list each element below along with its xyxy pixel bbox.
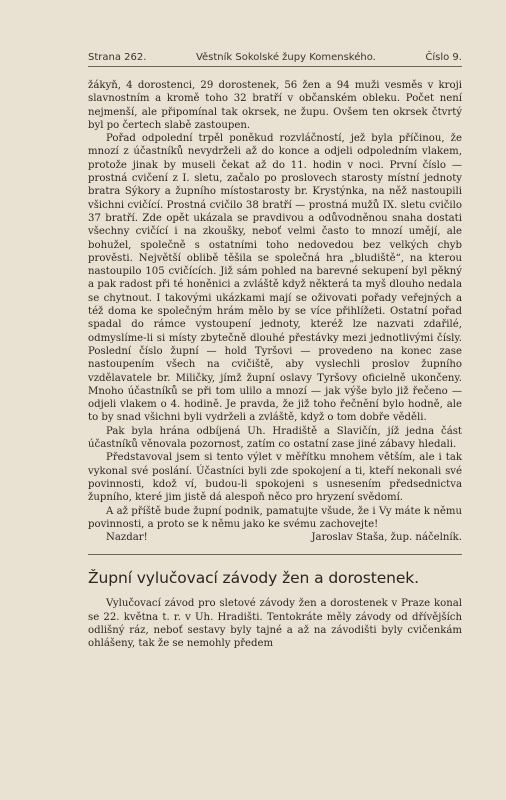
- paragraph: Pak byla hrána odbíjená Uh. Hradiště a Slavičín, jíž jedna část účastníků věnovala pozornost, zatím co ostatní zase jiné zábavy hledali.: [88, 425, 462, 451]
- article-heading: Župní vylučovací závody žen a dorostenek.: [88, 569, 420, 588]
- greeting: Nazdar!: [106, 532, 148, 544]
- journal-title: Věstník Sokolské župy Komenského.: [195, 52, 376, 63]
- section-divider: [88, 554, 462, 555]
- paragraph: Vylučovací závod pro sletové závody žen a dorostenek v Praze konal se 22. května t. r. v Uh. Hradišti. Tentokráte měly závody od dřívějších odlišný ráz, neboť sestavy byly tajné a až na závodišti byly cvičenkám ohlášeny, tak že se nemohly předem: [88, 598, 462, 650]
- author: Jaroslav Staša, žup. náčelník.: [311, 532, 462, 544]
- issue-number: Číslo 9.: [425, 52, 462, 63]
- article2-body: [88, 597, 462, 650]
- paragraph: A až příště bude župní podnik, pamatujte všude, že i Vy máte k němu povinnosti, a proto se k němu jako ke svému zachovejte!: [88, 505, 462, 530]
- page-number: Strana 262.: [88, 52, 147, 63]
- paragraph: Pořad odpolední trpěl poněkud rozvláčností, jež byla příčinou, že mnozí z účastníků nevydrželi až do konce a odjeli odpoledním vlakem, protože jinak by museli čekat až do 11. hodin v noci. První číslo — prostná cvičení z I. sletu, začalo po proslovech starosty místní jednoty bratra Sýkory a župního místostarosty br. Krystýnka, na něž nastoupili všichni cvičící. Prostná cvičilo 38 bratří — prostná mužů IX. sletu cvičilo 37 bratří. Zde opět ukázala se pravdivou a odůvodněnou snaha dostati všechny cvičící i na zkoušky, neboť velmi často to mnozí umějí, ale bohužel, společně s ostatními toho nedovedou bez velkých chyb prověsti. Největší oblibě těšila se společná hra „bludiště“, na kterou nastoupilo 105 cvičících. Již sám pohled na barevné sekupení byl pěkný a pak radost při té honěnici a zvláště když některá ta myš dlouho nedala se chytnout. I takovými ukázkami mají se oživovati pořady veřejných a též doma ke společným hrám mělo by se více přihlížeti. Ostatní pořad spadal do rámce vystoupení jednoty, kteréž lze nazvati zdařilé, odmyslíme-li si místy zbytečně dlouhé přestávky mezi jednotlivými čísly. Poslední číslo župní — hold Tyršovi — provedeno na konec zase nastoupením všech na cvičiště, aby vyslechli proslov župního vzdělavatele br. Miličky, jímž župní oslavy Tyršovy oficielně ukončeny. Mnoho účastníků se při tom ulilo a mnozí — jak výše bylo již řečeno — odjeli vlakem o 4. hodině. Je pravda, že již toho řečnění bylo hodně, ale to by snad všichni byli vydrželi a zvláště, když o tom dobře věděli.: [88, 133, 462, 424]
- paragraph: žákyň, 4 dorostenci, 29 dorostenek, 56 žen a 94 muži vesměs v kroji slavnostním a kromě toho 32 bratří v občanském obleku. Počet není nejmenší, ale připomínal tak okrsek, ne župu. Ovšem ten okrsek čtvrtý byl po čertech slabě zastoupen.: [88, 80, 462, 131]
- paragraph: Představoval jsem si tento výlet v měřítku mnohem větším, ale i tak vykonal své poslání. Účastníci byli zde spokojení a ti, kteří nekonali své povinnosti, kdož ví, budou-li spokojeni s usnesením předsednictva župního, které jim jistě dá alespoň něco pro hryzení svědomí.: [88, 452, 462, 504]
- signature-line: [88, 531, 462, 544]
- running-header: [88, 52, 462, 67]
- article-body: [88, 79, 462, 544]
